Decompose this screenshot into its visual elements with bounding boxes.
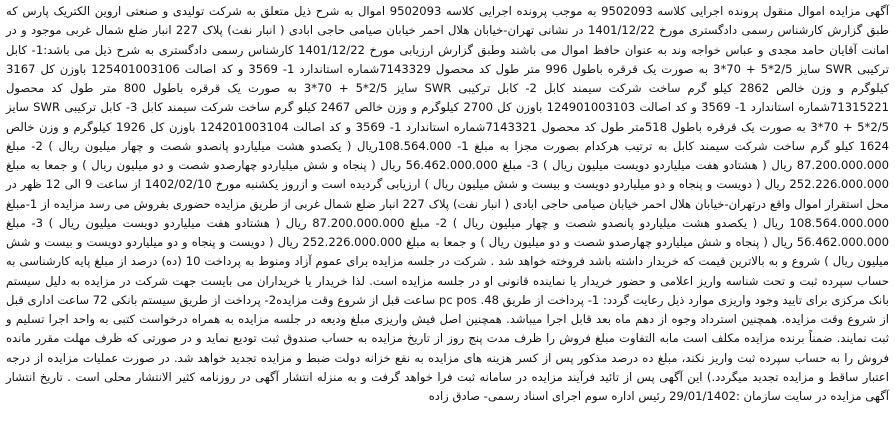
notice-body-text: آگهی مزایده اموال منقول پرونده اجرایی کلاسه 9502093 به موجب پرونده اجرایی کلاسه 9502093 اموال به شرح ذیل متعلق به شرکت تولیدی و صنعتی اروین الکتریک پارس که طبق گزارش کارشناس رسمی دادگستری مورخ 1401/12/22 در نشانی تهران-خیابان هلال احمر خیابان صیامی حاجی ابادی ( انبار نفت) پلاک 227 انبار ضلع شمال غربی موجود و در امانت آقایان حامد مجدی و عباس خواجه وند به عنوان حافظ اموال می باشند وطبق گزارش ارزیابی مورخ 1401/12/22 کارشناس رسمی دادگستری به شرح ذیل می باشد:1- کابل ترکیبی SWR سایز 2/5*5 + 70*3 به صورت یک قرقره باطول 996 متر طول کد محصول 7143329شماره استاندارد 1- 3569 و کد اصالت 125401003106 باوزن کل 3167 کیلوگرم و وزن خالص 2862 کیلو گرم ساخت شرکت سیمند کابل 2- کابل ترکیبی SWR سایز 2/5*5 + 70*3 به صورت یک قرقره باطول 800 متر طول کد محصول 71315221شماره استاندارد 1- 3569 و کد اصالت 124901003103 باوزن کل 2700 کیلوگرم و وزن خالص 2467 کیلو گرم ساخت شرکت سیمند کابل 3- کابل ترکیبی SWR سایز 2/5*5 + 70*3 به صورت یک قرقره باطول 518متر طول کد محصول 7143321شماره استاندارد 1- 3569 و کد اصالت 124201003104 باوزن کل 1926 کیلوگرم و وزن خالص 1624 کیلو گرم ساخت شرکت سیمند کابل به ترتیب هرکدام بصورت مجزا به مبلغ 1- 108.564.000ریال ( یکصدو هشت میلیاردو پانصدو شصت و چهار میلیون ریال ) 2- مبلغ 87.200.000.000 ریال ( هشتادو هفت میلیاردو دویست میلیون ریال ) 3- مبلغ 56.462.000.000 ریال ( پنجاه و شش میلیاردو چهارصدو شصت و دو میلیون ریال ) و جمعا به مبلغ 252.226.000.000 ریال ( دویست و پنجاه و دو میلیاردو دویست و بیست و شش میلیون ریال ) ارزیابی گردیده است و ازروز یکشنبه مورخ 1402/02/10 از ساعت 9 الی 12 ظهر در محل استقرار اموال واقع درتهران-خیابان هلال احمر خیابان صیامی حاجی ابادی ( انبار نفت) پلاک 227 انبار ضلع شمال غربی از طریق مزایده حضوری بفروش می رسد مزایده از 1-مبلغ 108.564.000.000 ریال ( یکصدو هشت میلیاردو پانصدو شصت و چهار میلیون ریال ) 2- مبلغ 87.200.000.000 ریال ( هشتادو هفت میلیاردو دویست میلیون ریال ) 3- مبلغ 56.462.000.000 ریال ( پنجاه و شش میلیاردو چهارصدو شصت و دو میلیون ریال ) و جمعا به مبلغ 252.226.000.000 ریال ( دویست و پنجاه و دو میلیاردو دویست و بیست و شش میلیون ریال ) شروع و به بالاترین قیمت که خریدار داشته باشد فروخته خواهد شد . شرکت در جلسه مزایده برای عموم آزاد ومنوط به پرداخت 10 (ده) درصد از مبلغ پایه کارشناسی به حساب سپرده ثبت و تحت شناسه واریز اعلامی و حضور خریدار یا نماینده قانونی او در جلسه مزایده است. لذا خریدار یا خریداران می بایست جهت شرکت در مزایده به دلیل سیستم بانک مرکزی برای تایید وجود واریزی موارد ذیل رعایت گردد: 1- پرداخت از طریق pc pos .48 ساعت قبل از شروع وقت مزایده2- پرداخت از طریق سیستم بانکی 72 ساعت اداری قبل از شروع وقت مزایده. همچنین استرداد وجوه از دهم ماه بعد قابل اجرا میباشد. همچنین اصل فیش واریزی مبلغ ودیعه در جلسه مزایده به همراه درخواست کتبی به واحد اجرا تسلیم و ثبت نمایند. ضمناً برنده مزایده مکلف است مابه التفاوت مبلغ فروش را ظرف مدت پنج روز از تاریخ مزایده به حساب صندوق ثبت تودیع نماید و در صورتی که ظرف مهلت مقرر مانده فروش را به حساب سپرده ثبت واریز نکند، مبلغ ده درصد مذکور پس از کسر هزینه های مزایده به نفع خزانه دولت ضبط و مزایده تجدید خواهد شد. در صورت عملیات مزایده از درجه اعتبار ساقط و مزایده تجدید میگردد.) این آگهی پس از تائید فرآیند مزایده در سامانه ثبت فرا خواهد گرفت و به منزله انتشار آگهی در روزنامه کثیر الانتشار محلی است . تاریخ انتشار آگهی مزایده در سایت سازمان :29/01/1402 رئیس اداره سوم اجرای اسناد رسمی- صادق زاده <box>6 4 890 403</box>
